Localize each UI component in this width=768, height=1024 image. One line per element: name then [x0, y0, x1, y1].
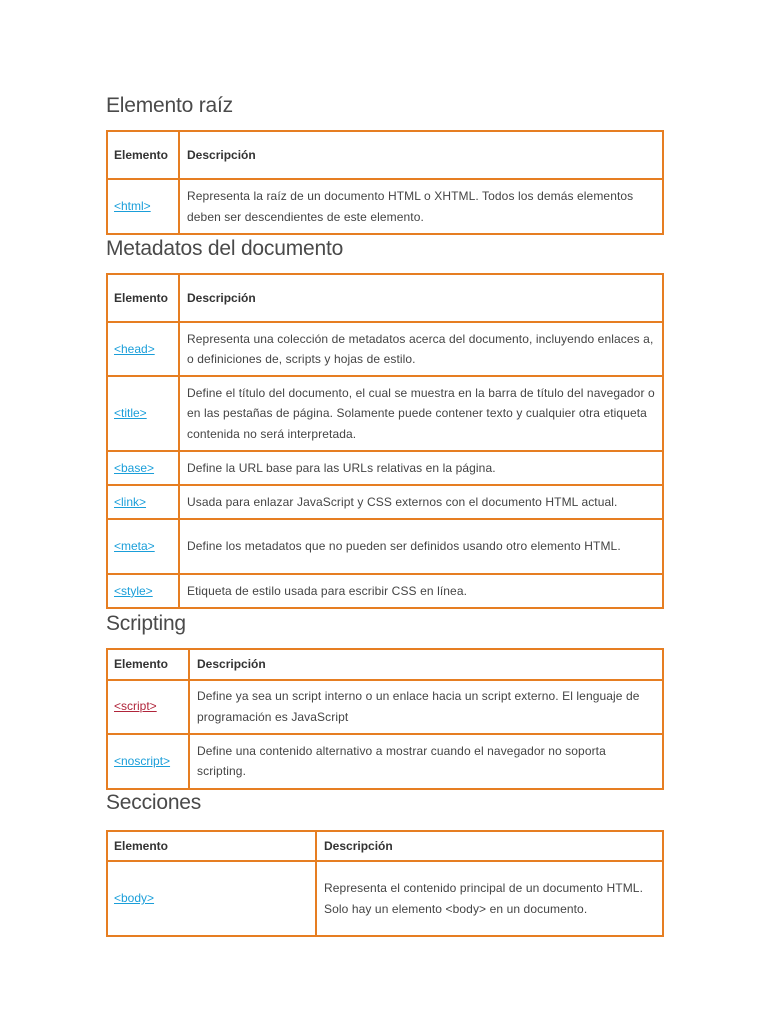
- table-row: [107, 519, 663, 574]
- table-row: [107, 574, 663, 608]
- header-elemento: Elemento: [107, 831, 316, 862]
- header-descripcion: Descripción: [189, 649, 663, 680]
- table-header-row: [107, 649, 663, 680]
- table-row: [107, 861, 663, 936]
- element-cell: [107, 451, 179, 485]
- table-secciones: [106, 830, 664, 938]
- table-header-row: [107, 831, 663, 862]
- element-cell: [107, 680, 189, 734]
- tag-link-head[interactable]: <head>: [114, 341, 155, 356]
- element-cell: [107, 376, 179, 451]
- description-cell: Define los metadatos que no pueden ser definidos usando otro elemento HTML.: [179, 519, 663, 574]
- tag-link-link[interactable]: <link>: [114, 494, 147, 509]
- page-content: [106, 90, 662, 937]
- description-cell: Representa el contenido principal de un documento HTML. Solo hay un elemento <body> en un documento.: [316, 861, 663, 936]
- table-scripting: [106, 648, 664, 790]
- description-cell: Usada para enlazar JavaScript y CSS externos con el documento HTML actual.: [179, 485, 663, 519]
- tag-link-style[interactable]: <style>: [114, 583, 153, 598]
- section-title-metadatos: Metadatos del documento: [106, 237, 344, 260]
- description-cell: Etiqueta de estilo usada para escribir CSS en línea.: [179, 574, 663, 608]
- description-cell: Define la URL base para las URLs relativas en la página.: [179, 451, 663, 485]
- header-elemento: Elemento: [107, 131, 179, 179]
- description-cell: Define ya sea un script interno o un enlace hacia un script externo. El lenguaje de programación es JavaScript: [189, 680, 663, 734]
- table-elemento-raiz: [106, 130, 664, 235]
- description-cell: Define una contenido alternativo a mostrar cuando el navegador no soporta scripting.: [189, 734, 663, 789]
- tag-link-script[interactable]: <script>: [114, 699, 157, 714]
- header-descripcion: Descripción: [179, 131, 663, 179]
- table-row: [107, 322, 663, 376]
- header-descripcion: Descripción: [179, 274, 663, 322]
- element-cell: [107, 322, 179, 376]
- tag-link-noscript[interactable]: <noscript>: [114, 753, 171, 768]
- element-cell: [107, 485, 179, 519]
- table-row: [107, 179, 663, 234]
- header-elemento: Elemento: [107, 649, 189, 680]
- table-row: [107, 485, 663, 519]
- table-header-row: [107, 274, 663, 322]
- description-cell: Define el título del documento, el cual se muestra en la barra de título del navegador o en las pestañas de página. Solamente puede contener texto y cualquier otra etiqueta contenida no será interpretada.: [179, 376, 663, 451]
- element-cell: [107, 574, 179, 608]
- table-row: [107, 376, 663, 451]
- table-row: [107, 680, 663, 734]
- tag-link-meta[interactable]: <meta>: [114, 539, 155, 554]
- table-header-row: [107, 131, 663, 179]
- description-cell: Representa una colección de metadatos acerca del documento, incluyendo enlaces a, o definiciones de, scripts y hojas de estilo.: [179, 322, 663, 376]
- description-cell: Representa la raíz de un documento HTML o XHTML. Todos los demás elementos deben ser descendientes de este elemento.: [179, 179, 663, 234]
- element-cell: [107, 861, 316, 936]
- header-elemento: Elemento: [107, 274, 179, 322]
- header-descripcion: Descripción: [316, 831, 663, 862]
- tag-link-body[interactable]: <body>: [114, 891, 155, 906]
- element-cell: [107, 734, 189, 789]
- section-title-scripting: Scripting: [106, 612, 186, 635]
- tag-link-title[interactable]: <title>: [114, 406, 147, 421]
- table-metadatos: [106, 273, 664, 609]
- table-row: [107, 451, 663, 485]
- element-cell: [107, 519, 179, 574]
- section-title-elemento-raiz: Elemento raíz: [106, 94, 233, 117]
- table-row: [107, 734, 663, 789]
- element-cell: [107, 179, 179, 234]
- tag-link-base[interactable]: <base>: [114, 460, 155, 475]
- tag-link-html[interactable]: <html>: [114, 199, 151, 214]
- section-title-secciones: Secciones: [106, 790, 202, 814]
